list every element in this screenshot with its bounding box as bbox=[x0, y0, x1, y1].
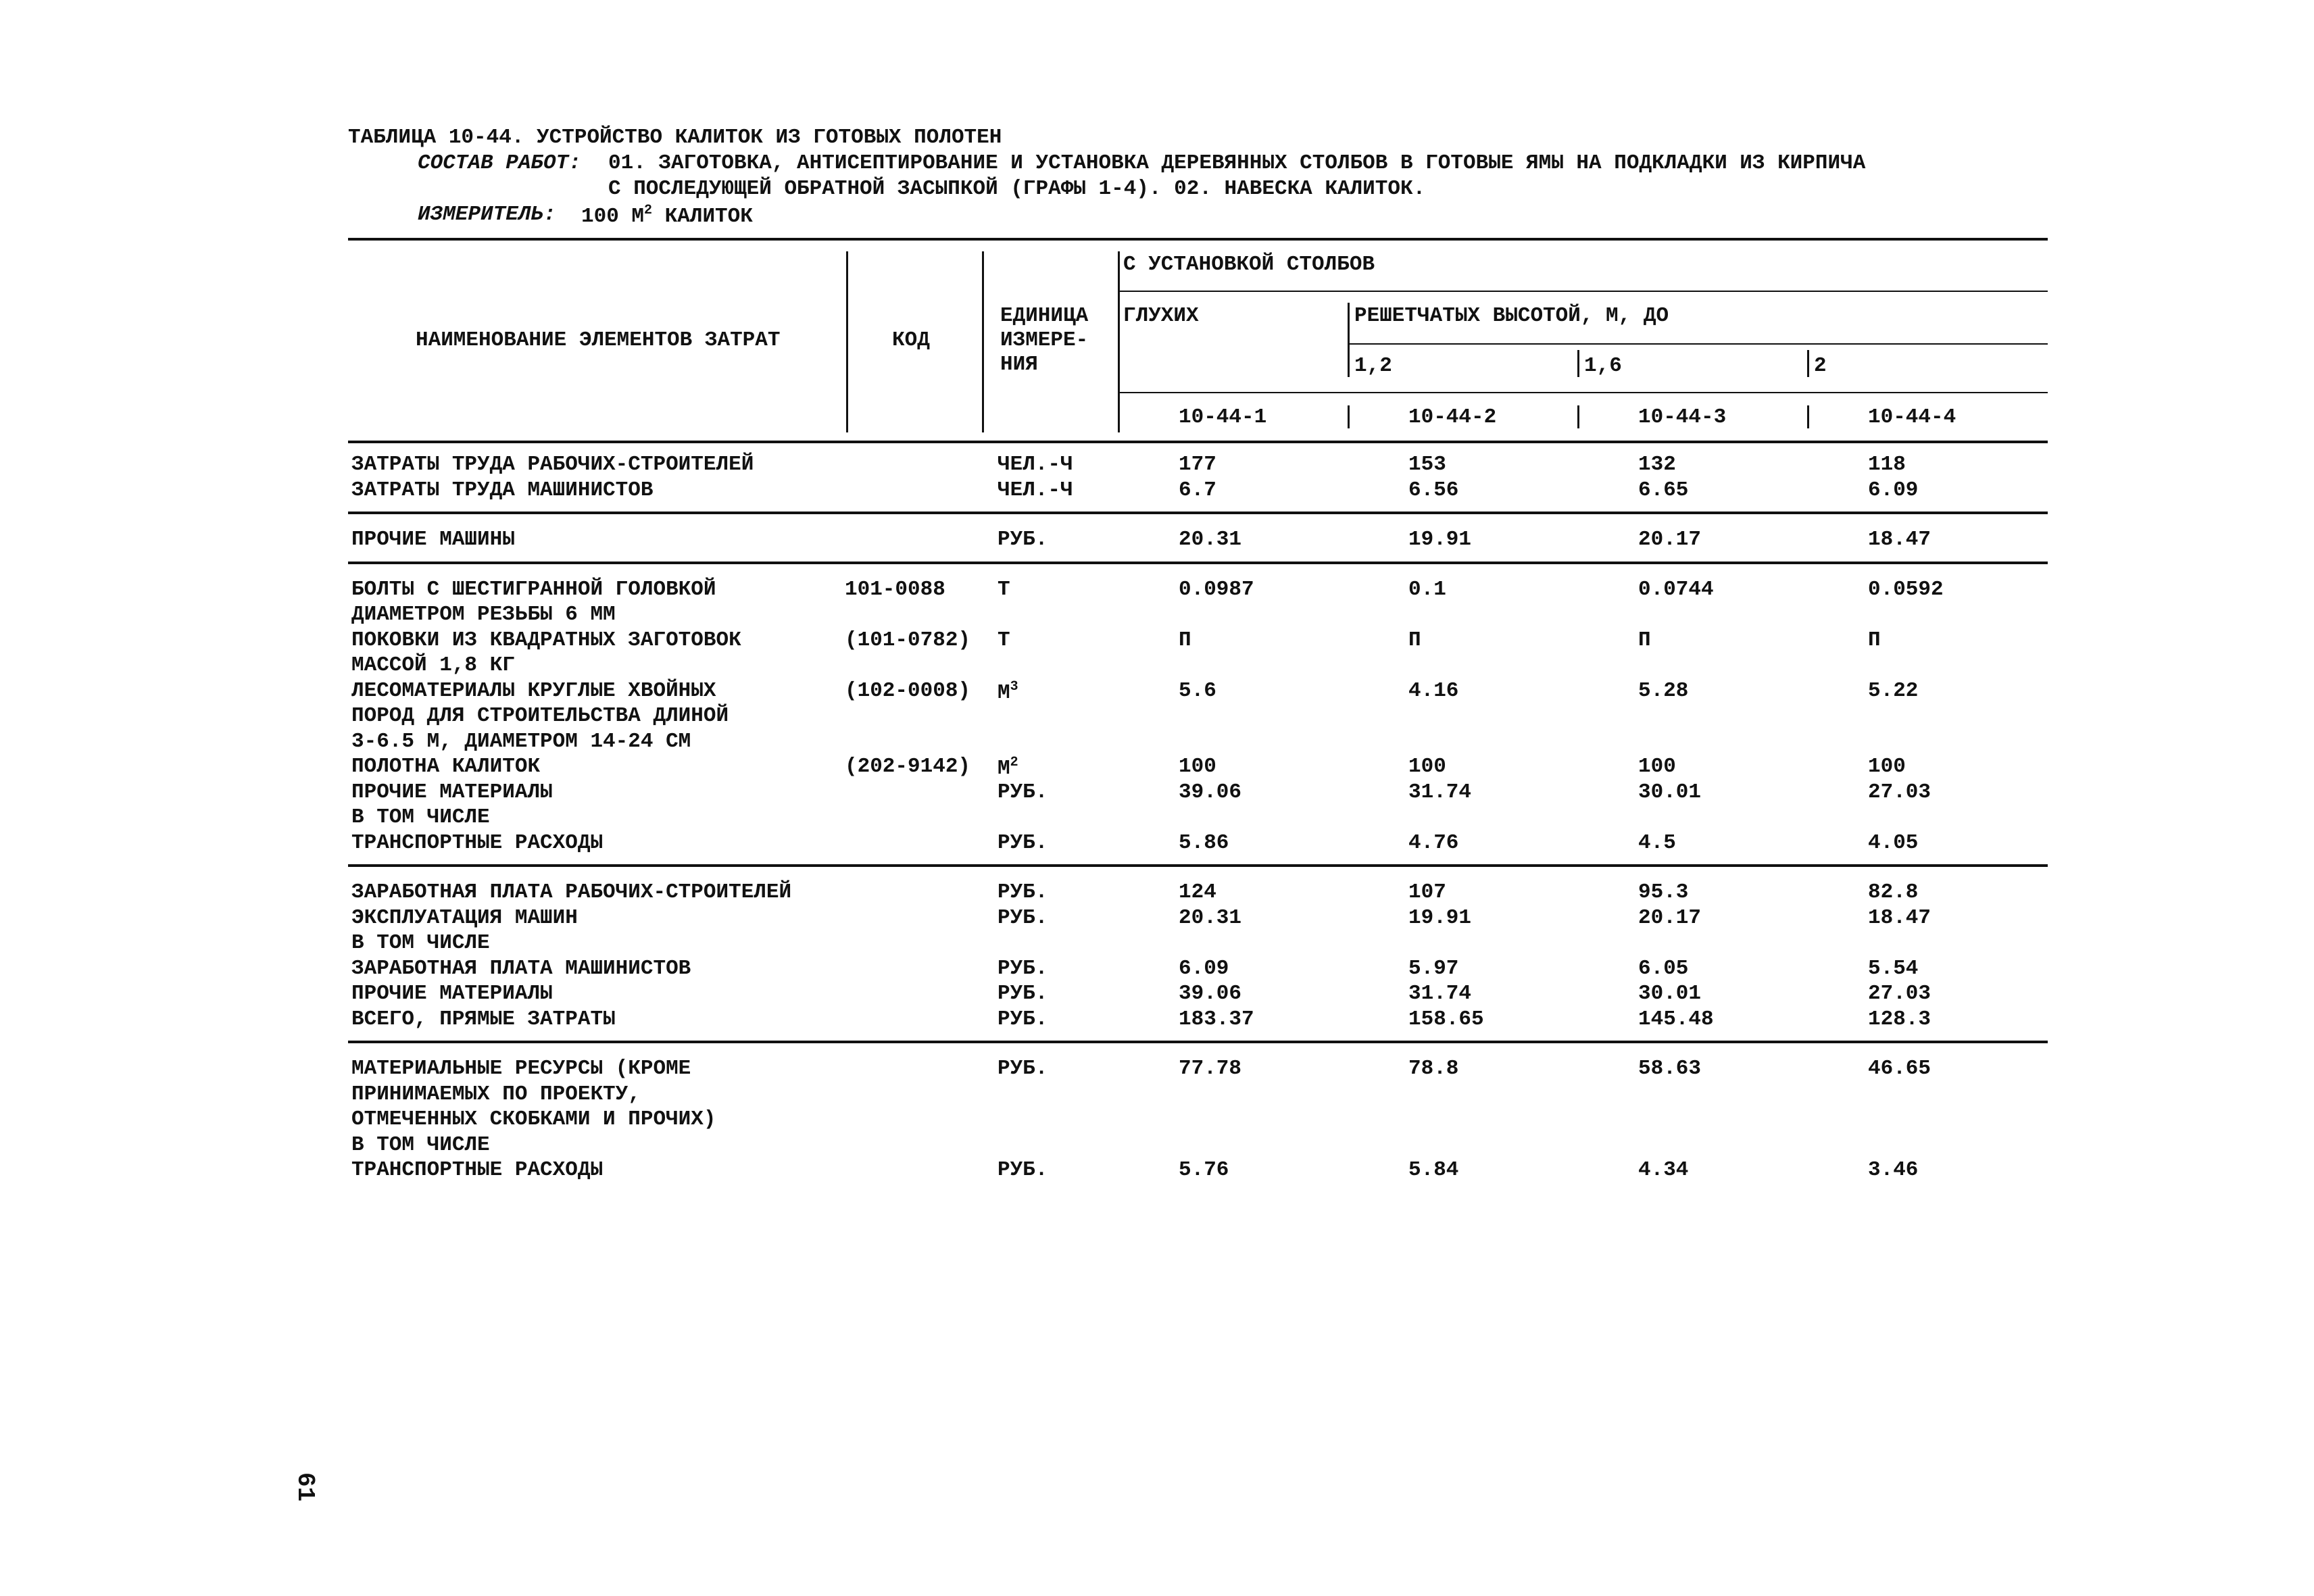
row-value-col-1: 20.31 bbox=[1179, 905, 1242, 930]
row-unit-text: РУБ. bbox=[998, 982, 1048, 1005]
row-value-col-2: 4.16 bbox=[1408, 678, 1459, 703]
col-divider-h2 bbox=[1807, 350, 1809, 377]
row-name-line: ЗАРАБОТНАЯ ПЛАТА РАБОЧИХ-СТРОИТЕЛЕЙ bbox=[351, 880, 792, 904]
row-name-line: МАТЕРИАЛЬНЫЕ РЕСУРСЫ (КРОМЕ bbox=[351, 1057, 691, 1080]
row-value-col-3: 4.34 bbox=[1638, 1158, 1689, 1182]
row-unit-superscript: 2 bbox=[1010, 755, 1018, 770]
row-unit bbox=[998, 907, 1048, 928]
col-divider-code bbox=[982, 251, 984, 432]
row-unit bbox=[998, 782, 1048, 803]
row-name-line: ПРОЧИЕ МАТЕРИАЛЫ bbox=[351, 780, 553, 804]
header-height-1-2: 1,2 bbox=[1354, 354, 1392, 378]
row-value-col-4: 46.65 bbox=[1868, 1057, 1931, 1080]
row-value-col-2: 5.97 bbox=[1408, 956, 1459, 980]
row-value-col-4: 4.05 bbox=[1868, 830, 1919, 855]
row-value-col-3: 58.63 bbox=[1638, 1057, 1702, 1080]
row-value-col-2: 78.8 bbox=[1408, 1057, 1459, 1080]
code-divider-2 bbox=[1577, 405, 1579, 428]
row-unit bbox=[998, 756, 1018, 779]
page-number: 61 bbox=[291, 1472, 320, 1502]
row-unit bbox=[998, 958, 1048, 979]
row-name-line: БОЛТЫ С ШЕСТИГРАННОЙ ГОЛОВКОЙ bbox=[351, 577, 716, 601]
row-value-col-3: 20.17 bbox=[1638, 528, 1702, 551]
row-unit-text: ЧЕЛ.-Ч bbox=[998, 478, 1073, 502]
row-name-line: ПОКОВКИ ИЗ КВАДРАТНЫХ ЗАГОТОВОК bbox=[351, 628, 741, 652]
work-composition-line-1: 01. ЗАГОТОВКА, АНТИСЕПТИРОВАНИЕ И УСТАНОВКА ДЕРЕВЯННЫХ СТОЛБОВ В ГОТОВЫЕ ЯМЫ НА ПОДКЛАДКИ ИЗ КИРПИЧА bbox=[608, 151, 1866, 175]
table-title: ТАБЛИЦА 10-44. УСТРОЙСТВО КАЛИТОК ИЗ ГОТОВЫХ ПОЛОТЕН bbox=[348, 126, 1002, 149]
row-value-col-2: П bbox=[1408, 628, 1421, 652]
row-unit-text: М bbox=[998, 680, 1010, 705]
row-unit-text: РУБ. bbox=[998, 1158, 1048, 1182]
header-unit-line-1: ЕДИНИЦА bbox=[1000, 304, 1089, 328]
col-divider-h1 bbox=[1577, 350, 1579, 377]
row-value-col-2: 6.56 bbox=[1408, 478, 1459, 502]
row-value-col-3: 4.5 bbox=[1638, 830, 1676, 855]
row-unit-text: ЧЕЛ.-Ч bbox=[998, 453, 1073, 476]
header-unit-line-3: НИЯ bbox=[1000, 353, 1038, 376]
header-code-10-44-2: 10-44-2 bbox=[1408, 405, 1497, 429]
header-code-column: КОД bbox=[892, 328, 930, 352]
row-unit bbox=[998, 1159, 1048, 1180]
row-value-col-1: 6.09 bbox=[1179, 956, 1229, 980]
row-value-col-4: 100 bbox=[1868, 755, 1906, 778]
table-top-rule bbox=[348, 238, 2048, 241]
row-name-line: ПРОЧИЕ МАШИНЫ bbox=[351, 528, 515, 551]
row-value-col-4: 6.09 bbox=[1868, 478, 1919, 502]
row-value-col-1: 5.86 bbox=[1179, 830, 1229, 855]
row-value-col-3: 100 bbox=[1638, 755, 1676, 778]
row-value-col-2: 100 bbox=[1408, 755, 1446, 778]
header-height-2: 2 bbox=[1814, 354, 1827, 378]
row-name-line: ОТМЕЧЕННЫХ СКОБКАМИ И ПРОЧИХ) bbox=[351, 1107, 716, 1131]
row-unit-text: РУБ. bbox=[998, 1007, 1048, 1031]
row-value-col-2: 31.74 bbox=[1408, 780, 1472, 804]
row-name-line: ДИАМЕТРОМ РЕЗЬБЫ 6 ММ bbox=[351, 603, 616, 626]
lattice-rule bbox=[1348, 343, 2048, 345]
row-value-col-4: 18.47 bbox=[1868, 905, 1931, 930]
header-lattice: РЕШЕТЧАТЫХ ВЫСОТОЙ, М, ДО bbox=[1354, 304, 1669, 328]
row-name-line: МАССОЙ 1,8 КГ bbox=[351, 653, 515, 677]
row-value-col-1: 6.7 bbox=[1179, 478, 1216, 502]
row-name-line: В ТОМ ЧИСЛЕ bbox=[351, 1132, 490, 1157]
row-value-col-4: П bbox=[1868, 628, 1881, 652]
code-divider-1 bbox=[1348, 405, 1350, 428]
row-name-line: ПОЛОТНА КАЛИТОК bbox=[351, 755, 541, 778]
header-height-1-6: 1,6 bbox=[1584, 354, 1622, 378]
row-value-col-1: 124 bbox=[1179, 880, 1216, 904]
row-unit bbox=[998, 529, 1048, 550]
row-value-col-2: 107 bbox=[1408, 880, 1446, 904]
row-unit-text: РУБ. bbox=[998, 956, 1048, 980]
row-value-col-4: 0.0592 bbox=[1868, 577, 1944, 601]
row-value-col-1: 39.06 bbox=[1179, 780, 1242, 804]
measure-label: ИЗМЕРИТЕЛЬ: bbox=[418, 203, 556, 226]
row-value-col-3: 0.0744 bbox=[1638, 577, 1714, 601]
row-code: (101-0782) bbox=[845, 628, 971, 652]
header-blind: ГЛУХИХ bbox=[1123, 304, 1199, 328]
header-bottom-rule bbox=[348, 441, 2048, 443]
row-value-col-3: 132 bbox=[1638, 453, 1676, 476]
row-unit-text: РУБ. bbox=[998, 905, 1048, 930]
group-rule bbox=[1118, 291, 2048, 292]
row-unit bbox=[998, 579, 1010, 600]
row-value-col-4: 118 bbox=[1868, 453, 1906, 476]
work-composition-label: СОСТАВ РАБОТ: bbox=[418, 151, 581, 175]
row-unit-text: РУБ. bbox=[998, 1057, 1048, 1080]
row-value-col-2: 158.65 bbox=[1408, 1007, 1484, 1031]
row-value-col-2: 153 bbox=[1408, 453, 1446, 476]
row-name-line: ПОРОД ДЛЯ СТРОИТЕЛЬСТВА ДЛИНОЙ bbox=[351, 704, 729, 728]
row-name-line: ПРОЧИЕ МАТЕРИАЛЫ bbox=[351, 982, 553, 1005]
row-unit-text: РУБ. bbox=[998, 528, 1048, 551]
row-value-col-4: 5.22 bbox=[1868, 678, 1919, 703]
header-group: С УСТАНОВКОЙ СТОЛБОВ bbox=[1123, 253, 1375, 276]
row-value-col-3: 30.01 bbox=[1638, 780, 1702, 804]
row-value-col-1: 77.78 bbox=[1179, 1057, 1242, 1080]
row-value-col-4: 82.8 bbox=[1868, 880, 1919, 904]
row-name-line: ВСЕГО, ПРЯМЫЕ ЗАТРАТЫ bbox=[351, 1007, 616, 1031]
col-divider-unit bbox=[1118, 251, 1120, 432]
row-value-col-3: 5.28 bbox=[1638, 678, 1689, 703]
section-divider bbox=[348, 562, 2048, 564]
section-divider bbox=[348, 1041, 2048, 1043]
row-unit bbox=[998, 1058, 1048, 1079]
row-unit bbox=[998, 454, 1073, 475]
header-code-10-44-3: 10-44-3 bbox=[1638, 405, 1727, 429]
row-value-col-4: 27.03 bbox=[1868, 982, 1931, 1005]
row-name-line: ЗАТРАТЫ ТРУДА МАШИНИСТОВ bbox=[351, 478, 654, 502]
row-value-col-1: 39.06 bbox=[1179, 982, 1242, 1005]
row-value-col-1: П bbox=[1179, 628, 1191, 652]
row-value-col-4: 3.46 bbox=[1868, 1158, 1919, 1182]
row-value-col-1: 5.76 bbox=[1179, 1158, 1229, 1182]
col-divider-name bbox=[846, 251, 848, 432]
row-unit bbox=[998, 630, 1010, 651]
row-code: 101-0088 bbox=[845, 577, 945, 601]
row-value-col-3: 95.3 bbox=[1638, 880, 1689, 904]
row-name-line: В ТОМ ЧИСЛЕ bbox=[351, 805, 490, 829]
row-unit-text: РУБ. bbox=[998, 880, 1048, 904]
row-value-col-4: 27.03 bbox=[1868, 780, 1931, 804]
row-code: (102-0008) bbox=[845, 678, 971, 703]
row-name-line: ЭКСПЛУАТАЦИЯ МАШИН bbox=[351, 905, 578, 930]
row-unit bbox=[998, 1009, 1048, 1030]
row-value-col-1: 100 bbox=[1179, 755, 1216, 778]
row-value-col-2: 19.91 bbox=[1408, 905, 1472, 930]
code-divider-3 bbox=[1807, 405, 1809, 428]
row-unit-text: Т bbox=[998, 577, 1010, 601]
row-unit bbox=[998, 983, 1048, 1004]
row-value-col-1: 20.31 bbox=[1179, 528, 1242, 551]
row-unit-text: Т bbox=[998, 628, 1010, 652]
header-unit-line-2: ИЗМЕРЕ- bbox=[1000, 328, 1089, 352]
row-code: (202-9142) bbox=[845, 755, 971, 778]
row-value-col-4: 128.3 bbox=[1868, 1007, 1931, 1031]
row-unit-superscript: 3 bbox=[1010, 678, 1018, 695]
row-value-col-3: 6.65 bbox=[1638, 478, 1689, 502]
row-value-col-2: 5.84 bbox=[1408, 1158, 1459, 1182]
row-value-col-2: 19.91 bbox=[1408, 528, 1472, 551]
row-unit bbox=[998, 680, 1018, 703]
row-value-col-4: 18.47 bbox=[1868, 528, 1931, 551]
row-unit bbox=[998, 480, 1073, 501]
row-value-col-2: 4.76 bbox=[1408, 830, 1459, 855]
row-name-line: ЗАТРАТЫ ТРУДА РАБОЧИХ-СТРОИТЕЛЕЙ bbox=[351, 453, 754, 476]
row-value-col-2: 31.74 bbox=[1408, 982, 1472, 1005]
row-value-col-3: 145.48 bbox=[1638, 1007, 1714, 1031]
row-value-col-1: 5.6 bbox=[1179, 678, 1216, 703]
row-name-line: ПРИНИМАЕМЫХ ПО ПРОЕКТУ, bbox=[351, 1082, 641, 1106]
row-value-col-3: 20.17 bbox=[1638, 905, 1702, 930]
row-value-col-3: 30.01 bbox=[1638, 982, 1702, 1005]
row-value-col-4: 5.54 bbox=[1868, 956, 1919, 980]
row-name-line: В ТОМ ЧИСЛЕ bbox=[351, 931, 490, 955]
row-value-col-2: 0.1 bbox=[1408, 577, 1446, 601]
row-value-col-3: 6.05 bbox=[1638, 956, 1689, 980]
codes-rule bbox=[1118, 392, 2048, 393]
row-name-line: ЛЕСОМАТЕРИАЛЫ КРУГЛЫЕ ХВОЙНЫХ bbox=[351, 678, 716, 703]
row-unit bbox=[998, 882, 1048, 903]
row-unit-text: РУБ. bbox=[998, 780, 1048, 804]
row-unit-text: М bbox=[998, 757, 1010, 780]
header-code-10-44-1: 10-44-1 bbox=[1179, 405, 1267, 429]
row-value-col-1: 177 bbox=[1179, 453, 1216, 476]
row-value-col-1: 0.0987 bbox=[1179, 577, 1254, 601]
row-name-line: 3-6.5 М, ДИАМЕТРОМ 14-24 СМ bbox=[351, 729, 691, 753]
row-name-line: ТРАНСПОРТНЫЕ РАСХОДЫ bbox=[351, 1158, 604, 1182]
row-name-line: ЗАРАБОТНАЯ ПЛАТА МАШИНИСТОВ bbox=[351, 956, 691, 980]
section-divider bbox=[348, 864, 2048, 867]
work-composition-line-2: С ПОСЛЕДУЮЩЕЙ ОБРАТНОЙ ЗАСЫПКОЙ (ГРАФЫ 1-4). 02. НАВЕСКА КАЛИТОК. bbox=[608, 177, 1426, 201]
row-value-col-1: 183.37 bbox=[1179, 1007, 1254, 1031]
row-unit bbox=[998, 832, 1048, 853]
row-name-line: ТРАНСПОРТНЫЕ РАСХОДЫ bbox=[351, 830, 604, 855]
measure-value: 100 $М^2$ КАЛИТОК bbox=[581, 203, 753, 228]
header-code-10-44-4: 10-44-4 bbox=[1868, 405, 1956, 429]
row-unit-text: РУБ. bbox=[998, 830, 1048, 855]
section-divider bbox=[348, 512, 2048, 514]
header-name-column: НАИМЕНОВАНИЕ ЭЛЕМЕНТОВ ЗАТРАТ bbox=[416, 328, 781, 352]
row-value-col-3: П bbox=[1638, 628, 1651, 652]
col-divider-blind bbox=[1348, 303, 1350, 377]
